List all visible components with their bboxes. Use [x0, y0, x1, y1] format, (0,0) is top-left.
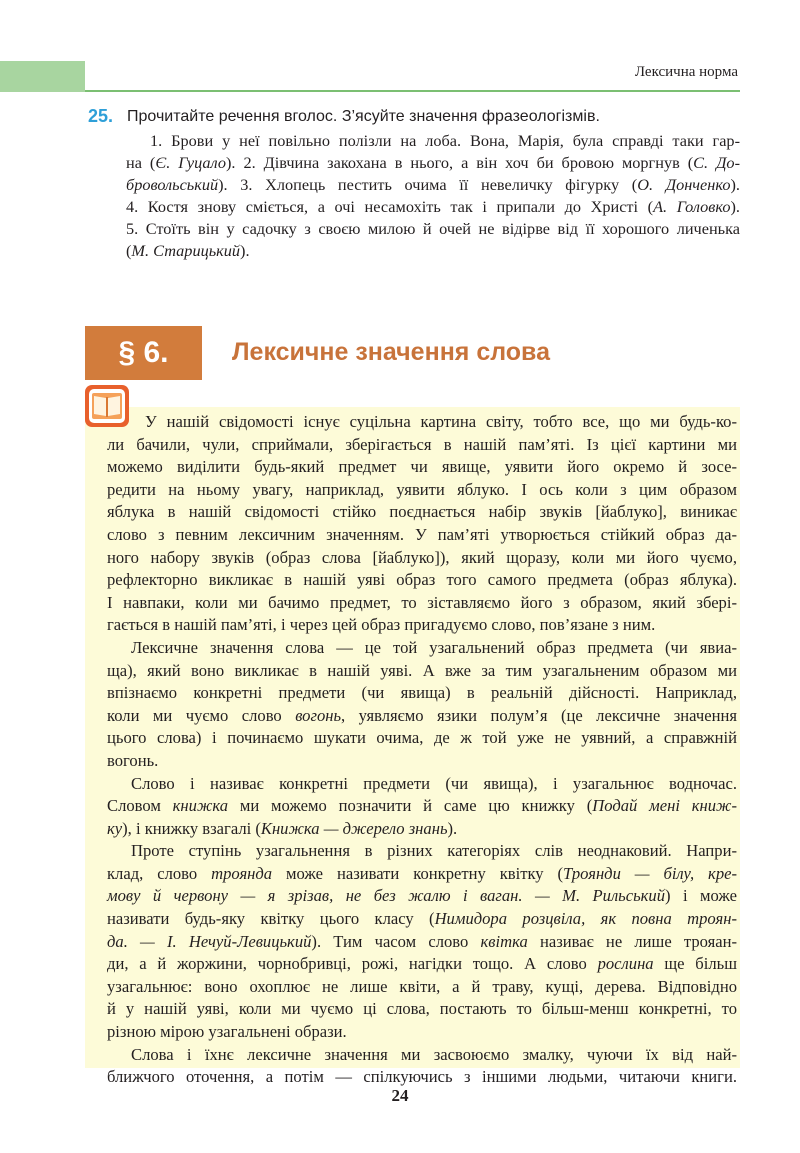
body-line: Лексичне значення слова — це той узагальнений образ предмета (чи явиа- [131, 637, 737, 657]
body-line: мову й червону — я зрізав, не без жалю і ваган. — М. Рильський) і може [107, 886, 737, 906]
body-line: впізнаємо конкретні предмети (чи явища) в реальній дійсності. Наприклад, [107, 683, 737, 703]
section-title: Лексичне значення слова [232, 338, 550, 366]
body-line: вогонь. [107, 750, 159, 770]
body-line: цього слова) і починаємо шукати очима, де ж той уже не уявний, а справжній [107, 728, 737, 748]
body-line: можемо виділити будь-який предмет чи явище, уявити його окремо й зосе- [107, 457, 737, 477]
body-line: ди, а й жоржини, чорнобривці, рожі, нагідки тощо. А слово рослина ще більш [107, 954, 737, 974]
exercise-line: 4. Костя знову сміється, а очі несамохіть так і припали до Христі (А. Головко). [126, 197, 740, 216]
body-line: слово з певним лексичним значенням. У пам’яті утворюється стійкий образ да- [107, 524, 737, 544]
exercise-line: 5. Стоїть він у садочку з своєю милою й очей не відірве від її хорошого личенька [126, 219, 740, 238]
body-line: І навпаки, коли ми бачимо предмет, то зіставляємо його з образом, який збері- [107, 592, 737, 612]
body-line: Проте ступінь узагальнення в різних категоріях слів неоднаковий. Напри- [131, 841, 737, 861]
body-line: рефлекторно викликає в нашій уяві образ того самого предмета (образ яблука). [107, 570, 737, 590]
body-line: різною мірою узагальнені образи. [107, 1022, 347, 1042]
body-line: редити на ньому увагу, наприклад, уявити яблуко. І ось коли з цим образом [107, 479, 737, 499]
exercise-task: Прочитайте речення вголос. З’ясуйте значення фразеологізмів. [127, 108, 600, 125]
exercise-number: 25. [88, 106, 114, 126]
header-green-tab [0, 61, 85, 92]
exercise-line: на (Є. Гуцало). 2. Дівчина закохана в нього, а він хоч би бровою моргнув (С. До- [126, 153, 740, 172]
running-head: Лексична норма [634, 64, 738, 80]
body-line: Слова і їхнє лексичне значення ми засвоюємо змалку, чуючи їх від най- [131, 1044, 737, 1064]
body-line: гається в нашій пам’яті, і через цей образ пригадуємо слово, пов’язане з ним. [107, 615, 656, 635]
body-line: узагальнює: воно охоплює не лише квіти, а й траву, кущі, дерева. Відповідно [107, 976, 737, 996]
body-line: ближчого оточення, а потім — спілкуючись з іншими людьми, читаючи книги. [107, 1067, 737, 1087]
body-line: ку), і книжку взагалі (Книжка — джерело знань). [107, 818, 458, 838]
exercise-line: (М. Старицький). [126, 241, 250, 260]
exercise-line: 1. Брови у неї повільно полізли на лоба. Вона, Марія, була справді таки гар- [150, 131, 740, 150]
body-line: Словом книжка ми можемо позначити й саме цю книжку (Подай мені книж- [107, 796, 738, 816]
body-line: й у нашій уяві, коли ми чуємо ці слова, постають то більш-менш конкретні, то [107, 999, 737, 1019]
body-line: яблука в нашій свідомості стійко поєднається набір звуків [йаблуко], виникає [107, 502, 737, 522]
body-line: Слово і називає конкретні предмети (чи явища), і узагальнює водночас. [131, 773, 737, 793]
body-line: коли ми чуємо слово вогонь, уявляємо язики полум’я (це лексичне значення [107, 705, 737, 725]
body-line: да. — І. Нечуй-Левицький). Тим часом слово квітка називає не лише трояан- [107, 931, 738, 951]
exercise-body [126, 130, 740, 262]
body-line: клад, слово троянда може називати конкретну квітку (Троянди — білу, кре- [107, 863, 738, 883]
body-line: ща), який воно викликає в нашій уяві. А вже за тим узагальненим образом ми [107, 660, 737, 680]
page-number: 24 [391, 1086, 409, 1105]
body-line: ного набору звуків (образ слова [йаблуко]), який щоразу, коли ми його чуємо, [107, 547, 737, 567]
section-number: § 6. [85, 326, 202, 380]
body-line: У нашій свідомості існує суцільна картина світу, тобто все, що ми будь-ко- [145, 412, 737, 431]
header-rule [85, 90, 740, 92]
body-line: називати будь-яку квітку цього класу (Нимидора розцвіла, як повна троян- [107, 909, 737, 929]
theory-text [107, 411, 737, 1089]
exercise-line: бровольський). 3. Хлопець пестить очима її невеличку фігурку (О. Донченко). [126, 175, 740, 194]
body-line: ли бачили, чули, сприймали, зберігається в нашій пам’яті. Із цієї картини ми [107, 434, 737, 454]
